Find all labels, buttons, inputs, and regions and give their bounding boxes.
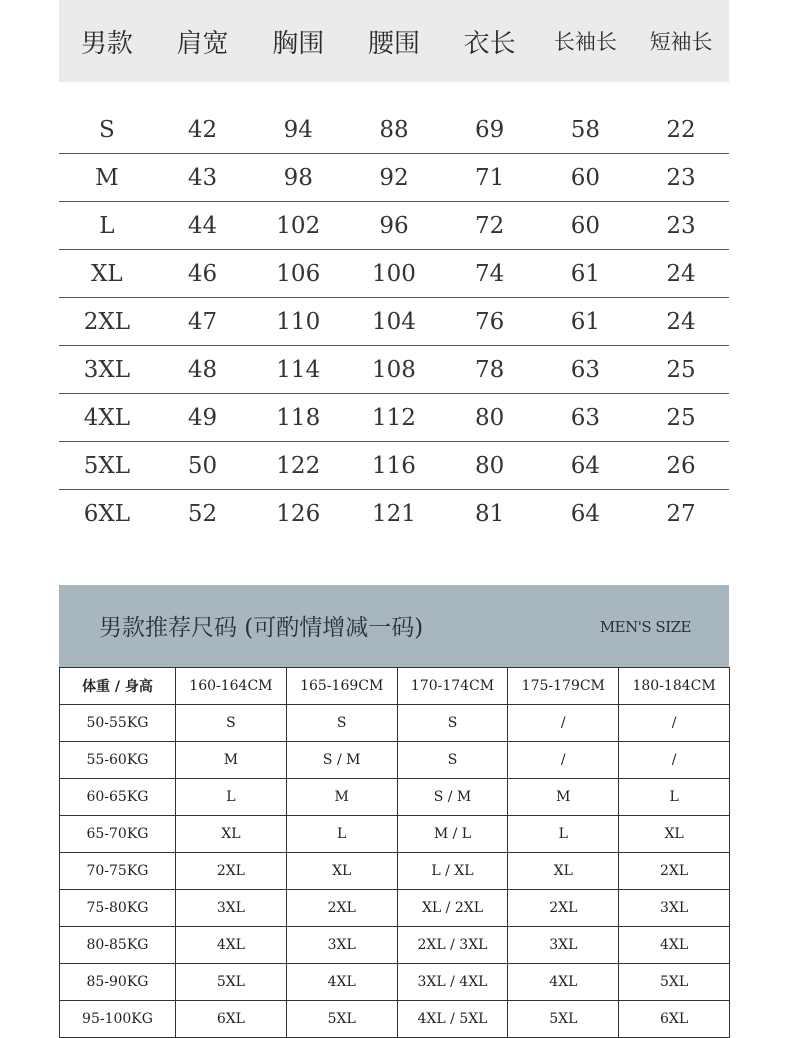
recommendation-cell: 4XL / 5XL [397,1001,508,1038]
recommendation-cell: 2XL / 3XL [397,927,508,964]
recommendation-cell: 60-65KG [60,779,176,816]
recommendation-row [60,1001,730,1038]
recommendation-cell: / [508,705,619,742]
size-cell: 58 [570,116,600,143]
size-table-header [59,0,729,82]
recommendation-row [60,742,730,779]
size-cell: S [98,116,115,143]
recommendation-row [60,705,730,742]
recommendation-cell: 2XL [176,853,287,890]
size-row [59,298,729,346]
recommendation-cell: 70-75KG [60,853,176,890]
recommendation-cell: L [619,779,730,816]
size-cell: 25 [666,356,696,383]
size-cell: 78 [475,356,505,383]
size-header-cell: 长袖长 [553,30,617,54]
size-cell: 102 [276,212,321,239]
size-cell: 88 [379,116,409,143]
recommendation-cell: 75-80KG [60,890,176,927]
recommendation-row [60,779,730,816]
size-cell: 64 [570,452,600,479]
recommendation-cell: L [286,816,397,853]
size-cell: 64 [570,500,600,527]
recommendation-row [60,816,730,853]
size-cell: 60 [570,212,600,239]
size-row [59,250,729,298]
recommendation-cell: 80-85KG [60,927,176,964]
recommendation-cell: 3XL [508,927,619,964]
size-header-cell: 肩宽 [176,28,229,59]
recommendation-cell: 3XL / 4XL [397,964,508,1001]
recommendation-row [60,890,730,927]
size-cell: 108 [372,356,416,383]
recommendation-cell: XL [508,853,619,890]
recommendation-cell: L [176,779,287,816]
size-cell: 26 [666,452,696,479]
size-cell: 110 [276,308,321,335]
size-cell: 24 [666,308,696,335]
size-cell: 43 [187,164,218,191]
recommendation-cell: 6XL [619,1001,730,1038]
size-cell: 69 [475,116,505,143]
size-cell: 121 [372,500,416,527]
recommendation-banner [59,585,729,667]
size-cell: 47 [187,308,218,335]
recommendation-cell: 50-55KG [60,705,176,742]
recommendation-header-cell: 体重 / 身高 [60,668,176,705]
recommendation-cell: 3XL [619,890,730,927]
recommendation-cell: 4XL [286,964,397,1001]
size-row [59,154,729,202]
recommendation-cell: 5XL [176,964,287,1001]
size-cell: 48 [187,356,218,383]
size-cell: 96 [379,212,409,239]
size-row [59,202,729,250]
recommendation-title: 男款推荐尺码 (可酌情增减一码) [99,615,424,641]
size-cell: 126 [276,500,321,527]
size-cell: 122 [276,452,321,479]
recommendation-cell: 95-100KG [60,1001,176,1038]
size-cell: 22 [666,116,696,143]
recommendation-cell: 4XL [508,964,619,1001]
recommendation-header-cell: 180-184CM [619,668,730,705]
size-header-cell: 胸围 [272,28,325,59]
recommendation-cell: 6XL [176,1001,287,1038]
size-cell: 81 [475,500,505,527]
size-header-cell: 男款 [80,28,133,59]
size-cell: 23 [666,212,696,239]
size-cell: 92 [379,164,409,191]
recommendation-cell: S [286,705,397,742]
size-cell: 23 [666,164,696,191]
size-cell: 4XL [83,404,130,431]
size-cell: 49 [187,404,218,431]
size-cell: 27 [666,500,696,527]
size-cell: 60 [570,164,600,191]
recommendation-cell: S [397,705,508,742]
size-table [59,0,729,527]
recommendation-header-row [60,668,730,705]
recommendation-cell: M / L [397,816,508,853]
size-cell: 52 [187,500,218,527]
size-cell: 106 [276,260,321,287]
recommendation-cell: L [508,816,619,853]
recommendation-row [60,964,730,1001]
recommendation-cell: XL [176,816,287,853]
size-cell: 118 [276,404,321,431]
size-row [59,394,729,442]
recommendation-cell: 4XL [619,927,730,964]
size-cell: 104 [372,308,416,335]
size-cell: 3XL [83,356,130,383]
recommendation-cell: / [619,705,730,742]
size-cell: 50 [187,452,218,479]
size-cell: 76 [475,308,505,335]
recommendation-cell: 2XL [619,853,730,890]
recommendation-row [60,927,730,964]
recommendation-cell: S [176,705,287,742]
recommendation-cell: M [286,779,397,816]
size-cell: 6XL [83,500,130,527]
recommendation-header-cell: 165-169CM [286,668,397,705]
recommendation-subtitle: MEN'S SIZE [599,618,691,636]
recommendation-cell: S / M [286,742,397,779]
size-cell: 94 [283,116,313,143]
size-cell: 80 [475,452,505,479]
recommendation-section [59,585,729,1038]
size-cell: 100 [372,260,416,287]
size-cell: 24 [666,260,696,287]
size-cell: 63 [570,356,600,383]
size-cell: 46 [187,260,218,287]
recommendation-cell: XL / 2XL [397,890,508,927]
size-table-body [59,106,729,537]
recommendation-cell: S [397,742,508,779]
recommendation-cell: 3XL [176,890,287,927]
size-cell: 114 [276,356,321,383]
recommendation-cell: 4XL [176,927,287,964]
recommendation-cell: 55-60KG [60,742,176,779]
recommendation-cell: 85-90KG [60,964,176,1001]
recommendation-cell: M [508,779,619,816]
size-cell: 116 [372,452,416,479]
size-cell: 112 [372,404,416,431]
recommendation-cell: M [176,742,287,779]
recommendation-cell: 5XL [619,964,730,1001]
recommendation-cell: 2XL [508,890,619,927]
size-cell: 74 [475,260,505,287]
size-cell: 61 [570,260,600,287]
recommendation-cell: S / M [397,779,508,816]
size-header-cell: 衣长 [463,28,516,59]
size-cell: 5XL [83,452,130,479]
size-cell: 71 [475,164,505,191]
size-cell: 61 [570,308,600,335]
size-cell: 98 [283,164,313,191]
size-header-cell: 腰围 [367,28,420,59]
size-row [59,442,729,490]
size-row [59,490,729,537]
recommendation-cell: XL [619,816,730,853]
recommendation-cell: 3XL [286,927,397,964]
recommendation-cell: 2XL [286,890,397,927]
size-header-cell: 短袖长 [649,30,713,54]
size-row [59,106,729,154]
size-cell: 42 [187,116,218,143]
recommendation-cell: / [619,742,730,779]
size-row [59,346,729,394]
size-cell: XL [91,260,123,287]
recommendation-header-cell: 170-174CM [397,668,508,705]
recommendation-cell: 5XL [286,1001,397,1038]
size-cell: M [95,164,119,191]
size-cell: L [99,212,115,239]
recommendation-cell: 5XL [508,1001,619,1038]
size-cell: 2XL [83,308,130,335]
recommendation-cell: / [508,742,619,779]
recommendation-table [59,667,730,1038]
recommendation-row [60,853,730,890]
recommendation-cell: 65-70KG [60,816,176,853]
size-cell: 25 [666,404,696,431]
size-cell: 44 [187,212,218,239]
recommendation-cell: L / XL [397,853,508,890]
size-cell: 63 [570,404,600,431]
size-cell: 72 [475,212,505,239]
recommendation-header-cell: 175-179CM [508,668,619,705]
recommendation-cell: XL [286,853,397,890]
recommendation-header-cell: 160-164CM [176,668,287,705]
size-cell: 80 [475,404,505,431]
